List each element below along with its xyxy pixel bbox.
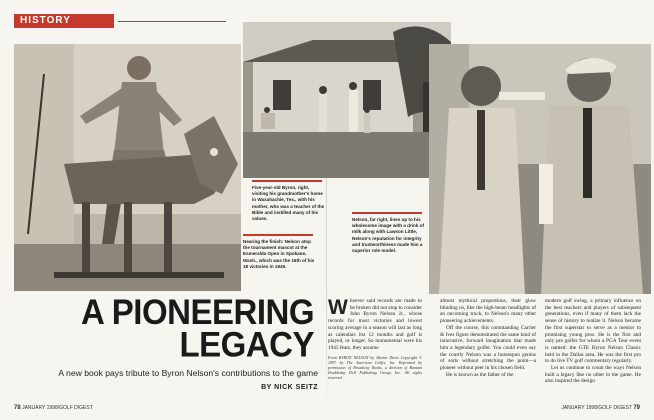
folio-text: JANUARY 1998/GOLF DIGEST	[22, 405, 93, 411]
paragraph: Let us continue to count the ways Nelson built a legacy like no other in the game. He also inspired the design	[545, 365, 641, 385]
caption-rule	[252, 180, 322, 182]
photo-nelson-milk	[429, 44, 651, 294]
caption-rule	[352, 212, 422, 214]
article-byline: BY NICK SEITZ	[261, 384, 318, 391]
paragraph: modern golf swing, a primary influence on the best teachers and players of subsequent generations, even if many of them lack the sense of history to realize it. Nelson became the first superstar to serve as a mentor to promising young pros. He is the first and only pro golfer for whom a PGA Tour event is named: the GTE Byron Nelson Classic held in the Dallas area. He was the first pro to do live TV golf commentary regularly.	[545, 298, 641, 365]
folio-left	[14, 405, 93, 411]
section-label: HISTORY	[14, 14, 114, 28]
photo-nelson-on-mascot	[14, 44, 241, 291]
folio-right	[561, 405, 640, 411]
page-number: 79	[633, 405, 640, 411]
caption-text: Nelson, far right, lines up to his wholesome image with a drink of milk along with Lawson Little, Nelson's reputation for integrity and trustworthiness made him a superior role model.	[352, 217, 424, 254]
header-rule	[118, 21, 226, 22]
headline-line-1: A PIONEERING	[81, 291, 314, 332]
article-dek: A new book pays tribute to Byron Nelson's contributions to the game	[58, 368, 318, 378]
permission-credit: From BYRON NELSON by Martin Davis Copyright © 1997 by The American Golfer, Inc. Reprinted by permission of Broadway Books, a division of Bantam Doubleday Dell Publishing Group, Inc. All rights reserved.	[328, 354, 422, 381]
article-headline	[14, 291, 314, 365]
headline-line-2: LEGACY	[179, 324, 314, 365]
paragraph: almost mythical proportions, their glow blinding us, like the high-beam headlights of an oncoming truck, to Nelson's many other pioneering achievements.	[440, 298, 536, 325]
article-column-3	[545, 298, 641, 385]
article-column-1	[328, 298, 422, 381]
caption-text: Five-year-old Byron, right, visiting his grandmother's home in Waxahachie, Tex., with his mother, who was a teacher of the Bible and instilled many of his values.	[252, 185, 325, 222]
caption-milk	[352, 212, 428, 254]
paragraph: Off the course, this commanding Carrier & Ives figure demonstrated the same kind of innovative, forward imagination that made him a legendary golfer. You could even say the courtly Nelson was a homespun genius of sorts without stretching the point—a pioneer without peer in his chosen field.	[440, 324, 536, 372]
article-column-2	[440, 298, 536, 378]
caption-text: Nearing the finish: Nelson atop the tournament mascot at the Esmeralda Open in Spokane, Wash., which was the 16th of his 18 victories in 1945.	[243, 239, 315, 269]
page-number: 78	[14, 405, 21, 411]
photo-childhood-home	[243, 22, 451, 178]
caption-rule	[243, 234, 313, 236]
paragraph: hoever said records are made to be broken did not stop to consider John Byron Nelson Jr., whose records for most victories and lowest scoring average in a season will last as long as calendars list 12 months and golf is played, or longer. So monumental were his 1945 feats, they assume	[328, 298, 422, 351]
folio-text: JANUARY 1998/GOLF DIGEST	[561, 405, 632, 411]
paragraph: He is known as the father of the	[446, 371, 514, 378]
drop-cap: W	[328, 296, 348, 319]
caption-mascot	[243, 234, 315, 270]
caption-childhood	[252, 180, 326, 222]
